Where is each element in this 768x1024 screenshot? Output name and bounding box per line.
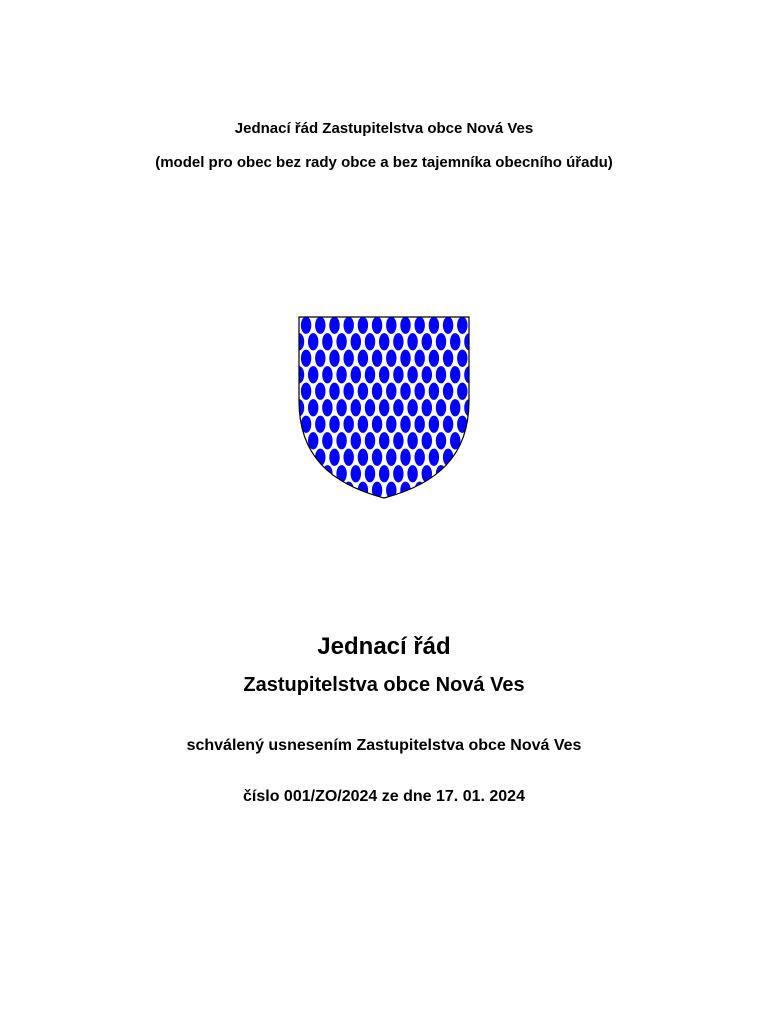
pattern-link [312, 367, 315, 384]
pattern-link [305, 383, 308, 400]
pattern-link [361, 449, 364, 466]
pattern-link [376, 383, 379, 400]
pattern-link [347, 317, 350, 334]
pattern-link [340, 334, 343, 351]
pattern-link [418, 449, 421, 466]
document-header-subtitle: (model pro obec bez rady obce a bez tajemníka obecního úřadu) [155, 154, 613, 171]
pattern-link [390, 317, 393, 334]
pattern-link [347, 383, 350, 400]
pattern-link [319, 350, 322, 367]
pattern-link [305, 416, 308, 433]
pattern-link [383, 367, 386, 384]
pattern-link [376, 317, 379, 334]
approval-statement: schválený usnesením Zastupitelstva obce Nová Ves [186, 737, 582, 754]
pattern-link [432, 449, 435, 466]
pattern-link [383, 334, 386, 351]
pattern-link [432, 383, 435, 400]
pattern-link [347, 350, 350, 367]
pattern-link [354, 466, 357, 483]
pattern-link [390, 383, 393, 400]
pattern-link [454, 400, 457, 417]
document-header-title: Jednací řád Zastupitelstva obce Nová Ves [234, 120, 534, 137]
pattern-link [461, 383, 464, 400]
pattern-link [376, 416, 379, 433]
pattern-link [397, 367, 400, 384]
pattern-link [354, 367, 357, 384]
pattern-link [432, 317, 435, 334]
pattern-link [461, 317, 464, 334]
pattern-link [418, 350, 421, 367]
pattern-link [319, 317, 322, 334]
pattern-link [361, 350, 364, 367]
pattern-link [326, 334, 329, 351]
pattern-link [461, 350, 464, 367]
pattern-link [404, 416, 407, 433]
pattern-link [454, 367, 457, 384]
pattern-link [425, 367, 428, 384]
pattern-link [368, 400, 371, 417]
pattern-link [404, 350, 407, 367]
pattern-link [347, 449, 350, 466]
main-title: Jednací řád [317, 633, 451, 660]
pattern-link [354, 400, 357, 417]
pattern-link [447, 416, 450, 433]
pattern-link [447, 383, 450, 400]
pattern-link [411, 367, 414, 384]
pattern-link [368, 466, 371, 483]
pattern-link [376, 350, 379, 367]
pattern-link [447, 350, 450, 367]
main-subtitle: Zastupitelstva obce Nová Ves [243, 674, 525, 696]
pattern-link [368, 367, 371, 384]
pattern-link [418, 383, 421, 400]
pattern-link [383, 466, 386, 483]
resolution-number: číslo 001/ZO/2024 ze dne 17. 01. 2024 [243, 788, 525, 805]
pattern-link [354, 334, 357, 351]
pattern-link [404, 317, 407, 334]
pattern-link [376, 449, 379, 466]
pattern-link [347, 416, 350, 433]
pattern-link [340, 400, 343, 417]
pattern-link [383, 400, 386, 417]
pattern-link [425, 334, 428, 351]
pattern-link [361, 317, 364, 334]
pattern-link [368, 433, 371, 450]
pattern-link [439, 400, 442, 417]
pattern-link [447, 317, 450, 334]
pattern-link [439, 334, 442, 351]
pattern-link [411, 400, 414, 417]
pattern-link [411, 466, 414, 483]
pattern-link [390, 416, 393, 433]
pattern-link [319, 383, 322, 400]
pattern-link [432, 350, 435, 367]
pattern-link [411, 433, 414, 450]
pattern-link [326, 367, 329, 384]
pattern-link [361, 383, 364, 400]
pattern-link [454, 334, 457, 351]
pattern-link [461, 416, 464, 433]
pattern-link [404, 383, 407, 400]
pattern-link [390, 350, 393, 367]
pattern-link [312, 400, 315, 417]
coat-of-arms-icon [297, 316, 471, 500]
pattern-link [340, 433, 343, 450]
pattern-link [425, 400, 428, 417]
pattern-link [326, 400, 329, 417]
pattern-link [340, 367, 343, 384]
pattern-link [354, 433, 357, 450]
pattern-link [333, 350, 336, 367]
pattern-link [305, 350, 308, 367]
pattern-link [432, 416, 435, 433]
pattern-link [333, 416, 336, 433]
pattern-link [368, 334, 371, 351]
pattern-link [305, 317, 308, 334]
pattern-link [397, 400, 400, 417]
pattern-link [319, 416, 322, 433]
pattern-link [418, 416, 421, 433]
pattern-link [333, 449, 336, 466]
pattern-link [439, 433, 442, 450]
pattern-link [333, 383, 336, 400]
pattern-link [397, 466, 400, 483]
pattern-link [454, 433, 457, 450]
pattern-link [312, 334, 315, 351]
pattern-link [439, 367, 442, 384]
pattern-link [404, 449, 407, 466]
pattern-link [312, 433, 315, 450]
pattern-link [425, 433, 428, 450]
pattern-link [418, 317, 421, 334]
pattern-link [326, 433, 329, 450]
pattern-link [411, 334, 414, 351]
pattern-link [397, 334, 400, 351]
pattern-link [333, 317, 336, 334]
pattern-link [390, 449, 393, 466]
pattern-link [383, 433, 386, 450]
pattern-link [397, 433, 400, 450]
pattern-link [361, 416, 364, 433]
